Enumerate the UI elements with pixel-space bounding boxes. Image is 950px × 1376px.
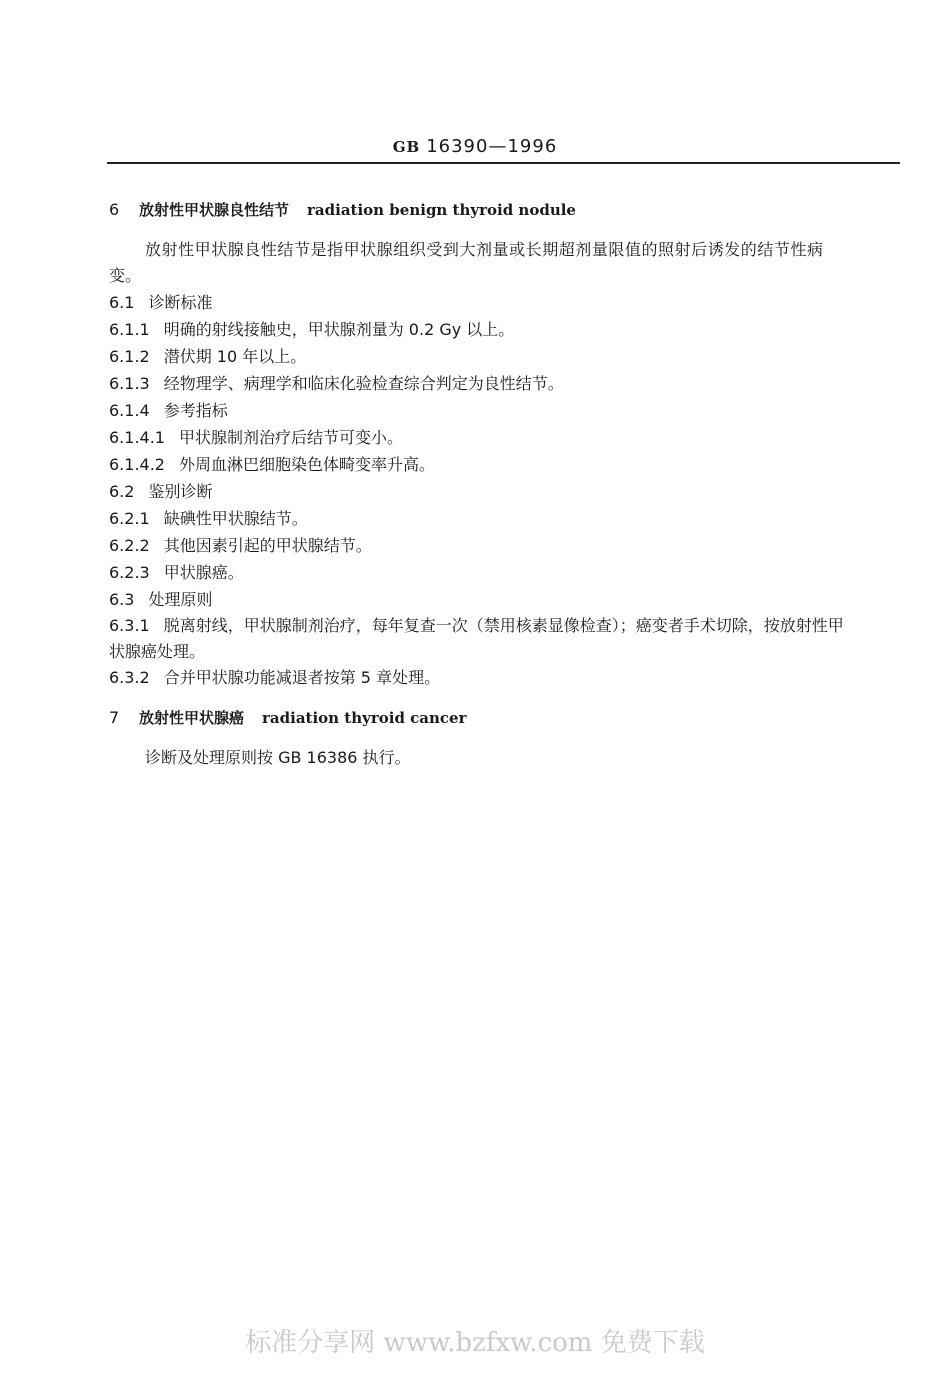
clause-text: 其他因素引起的甲状腺结节。	[163, 536, 372, 555]
clause-line	[109, 482, 212, 502]
site-watermark: 标准分享网 www.bzfxw.com 免费下载	[245, 1328, 705, 1358]
clause-text: 明确的射线接触史，甲状腺剂量为 0.2 Gy 以上。	[163, 320, 515, 339]
section-6-intro-line-2: 变。	[109, 266, 142, 285]
clause-number: 6.1.2	[109, 347, 150, 366]
section-7-title-en: radiation thyroid cancer	[262, 709, 467, 727]
clause-number: 6.3.2	[109, 668, 150, 687]
clause-number: 6.2.3	[109, 563, 150, 582]
header-rule	[107, 162, 900, 164]
clause-text: 参考指标	[163, 401, 228, 420]
page-header	[0, 136, 950, 157]
clause-line	[109, 563, 244, 583]
clause-line	[109, 347, 306, 367]
clause-line	[109, 616, 844, 636]
section-7-number: 7	[109, 708, 120, 727]
clause-number: 6.1	[109, 293, 135, 312]
clause-text: 处理原则	[148, 590, 213, 609]
clause-line	[109, 642, 205, 662]
clause-number: 6.1.4.2	[109, 455, 165, 474]
clause-text: 甲状腺癌。	[163, 563, 244, 582]
section-6-heading	[109, 200, 576, 220]
standard-prefix: GB	[392, 138, 421, 156]
section-7-title-cn: 放射性甲状腺癌	[139, 709, 245, 727]
clause-line	[109, 455, 435, 475]
clause-text: 甲状腺制剂治疗后结节可变小。	[178, 428, 403, 447]
section-6-number: 6	[109, 200, 120, 219]
clause-line	[109, 536, 372, 556]
section-7-body: 诊断及处理原则按 GB 16386 执行。	[145, 748, 411, 767]
clause-number: 6.2.1	[109, 509, 150, 528]
clause-number: 6.1.3	[109, 374, 150, 393]
clause-text: 经物理学、病理学和临床化验检查综合判定为良性结节。	[163, 374, 564, 393]
clause-number: 6.3	[109, 590, 135, 609]
clause-text: 状腺癌处理。	[109, 642, 206, 661]
clause-text: 脱离射线，甲状腺制剂治疗，每年复查一次（禁用核素显像检查）；癌变者手术切除，按放射性甲	[163, 616, 844, 635]
clause-text: 潜伏期 10 年以上。	[163, 347, 307, 366]
clause-line	[109, 509, 308, 529]
clause-line	[109, 401, 228, 421]
clause-number: 6.1.4.1	[109, 428, 165, 447]
standard-number: 16390—1996	[426, 136, 558, 157]
clause-number: 6.2.2	[109, 536, 150, 555]
clause-text: 诊断标准	[148, 293, 213, 312]
clause-line	[109, 428, 403, 448]
section-7-heading	[109, 708, 467, 728]
clause-line	[109, 590, 212, 610]
clause-line	[109, 320, 514, 340]
clause-text: 合并甲状腺功能减退者按第 5 章处理。	[163, 668, 441, 687]
section-6-title-cn: 放射性甲状腺良性结节	[139, 201, 290, 219]
clause-line	[109, 293, 212, 313]
clause-number: 6.1.4	[109, 401, 150, 420]
clause-text: 缺碘性甲状腺结节。	[163, 509, 308, 528]
clause-line	[109, 668, 440, 688]
section-6-intro-line-1: 放射性甲状腺良性结节是指甲状腺组织受到大剂量或长期超剂量限值的照射后诱发的结节性病	[145, 240, 824, 259]
clause-number: 6.1.1	[109, 320, 150, 339]
section-6-title-en: radiation benign thyroid nodule	[307, 201, 576, 219]
clause-text: 外周血淋巴细胞染色体畸变率升高。	[178, 455, 435, 474]
clause-number: 6.2	[109, 482, 135, 501]
section-6-intro	[145, 237, 905, 263]
clause-text: 鉴别诊断	[148, 482, 213, 501]
clause-number: 6.3.1	[109, 616, 150, 635]
clause-line	[109, 374, 564, 394]
